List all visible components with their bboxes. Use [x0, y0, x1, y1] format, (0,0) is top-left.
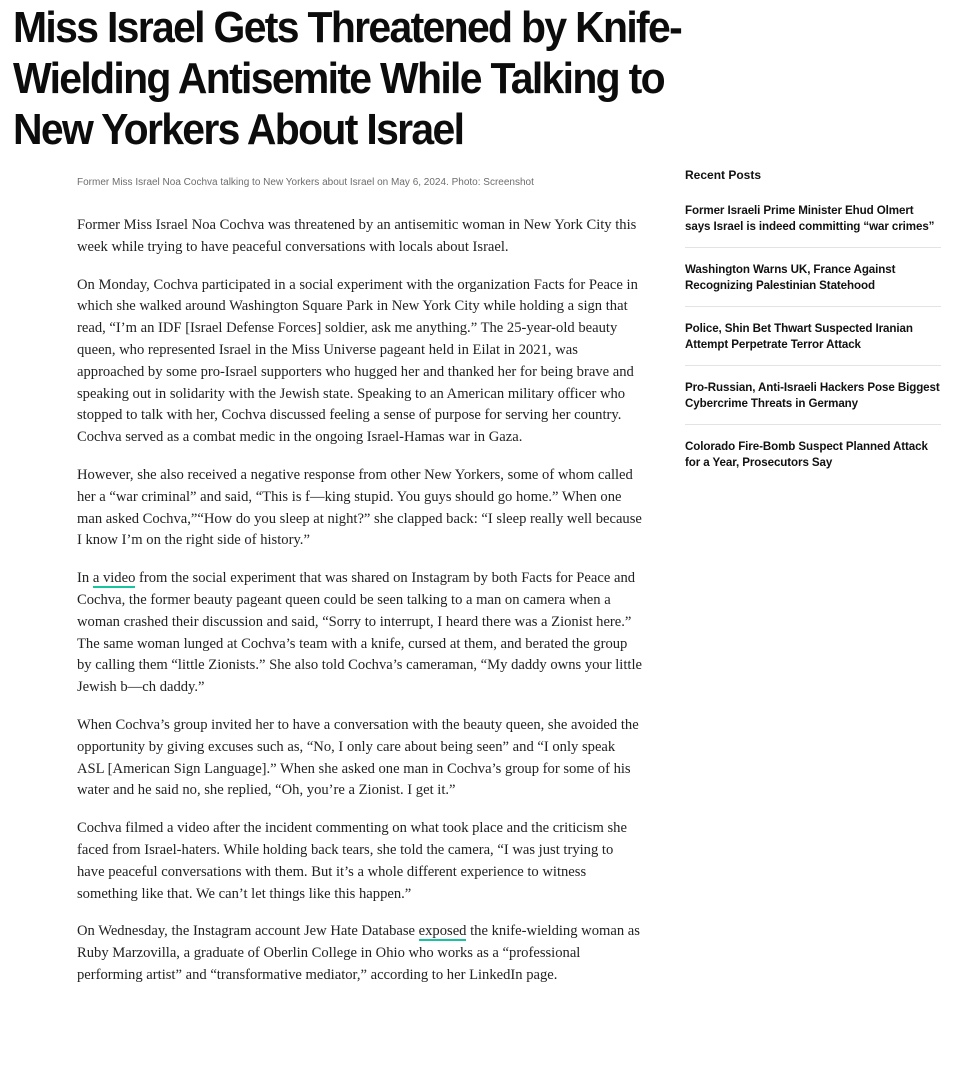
recent-post-link[interactable]: Washington Warns UK, France Against Recognizing Palestinian Statehood — [685, 262, 941, 307]
exposed-link[interactable]: exposed — [418, 923, 467, 940]
paragraph-4-text-end: from the social experiment that was shared on Instagram by both Facts for Peace and Cochva, the former beauty pageant queen could be seen talking to a man on camera when a woman crashed their discussion and said, “Sorry to interrupt, I heard there was a Zionist here.” The same woman lunged at Cochva’s team with a knife, cursed at them, and berated the group by calling them “little Zionists.” She also told Cochva’s cameraman, “My daddy owns your little Jewish b—ch daddy.” — [77, 570, 642, 696]
paragraph-7-text-start: On Wednesday, the Instagram account Jew Hate Database — [77, 923, 419, 940]
paragraph-1: Former Miss Israel Noa Cochva was threatened by an antisemitic woman in New York City this week while trying to have peaceful conversations with locals about Israel. — [77, 217, 637, 255]
paragraph-3: However, she also received a negative response from other New Yorkers, some of whom called her a “war criminal” and said, “This is f—king stupid. You guys should go home.” When one man asked Cochva,”“How do you sleep at night?” she clapped back: “I sleep really well because I know I’m on the right side of history.” — [77, 466, 642, 549]
paragraph-2: On Monday, Cochva participated in a social experiment with the organization Facts for Peace in which she walked around Washington Square Park in New York City while holding a sign that read, “I’m an IDF [Israel Defense Forces] soldier, ask me anything.” The 25-year-old beauty queen, who represented Israel in the Miss Universe pageant held in Eilat in 2021, was approached by some pro-Israel supporters who hugged her and thanked her for being brave and speaking out in solidarity with the Jewish state. Speaking to an American military officer who stopped to talk with her, Cochva discussed feeling a sense of purpose for serving her country. Cochva served as a combat medic in the ongoing Israel-Hamas war in Gaza. — [77, 276, 638, 446]
recent-post-link[interactable]: Former Israeli Prime Minister Ehud Olmert says Israel is indeed committing “war crimes” — [685, 203, 941, 248]
paragraph-6: Cochva filmed a video after the incident commenting on what took place and the criticism she faced from Israel-haters. While holding back tears, she told the camera, “I was just trying to have peaceful conversations with them. But it’s a whole different experience to witness something like that. We can’t let things like this happen.” — [77, 820, 627, 902]
paragraph-4-text-start: In — [77, 570, 93, 587]
article-body — [77, 215, 642, 1003]
paragraph-4 — [77, 568, 642, 699]
recent-posts-sidebar — [685, 168, 941, 497]
article-headline: Miss Israel Gets Threatened by Knife-Wielding Antisemite While Talking to New Yorkers About Israel — [13, 3, 682, 154]
sidebar-title: Recent Posts — [685, 168, 762, 182]
paragraph-7 — [77, 921, 642, 986]
photo-caption: Former Miss Israel Noa Cochva talking to New Yorkers about Israel on May 6, 2024. Photo: Screenshot — [77, 177, 534, 188]
paragraph-7-text-end: the knife-wielding woman as Ruby Marzovilla, a graduate of Oberlin College in Ohio who works as a “professional performing artist” and “transformative mediator,” according to her LinkedIn page. — [77, 923, 640, 983]
recent-post-link[interactable]: Police, Shin Bet Thwart Suspected Iranian Attempt Perpetrate Terror Attack — [685, 321, 941, 366]
recent-post-link[interactable]: Pro-Russian, Anti-Israeli Hackers Pose Biggest Cybercrime Threats in Germany — [685, 380, 941, 425]
video-link[interactable]: a video — [92, 570, 136, 587]
recent-post-link[interactable]: Colorado Fire-Bomb Suspect Planned Attack for a Year, Prosecutors Say — [685, 440, 928, 469]
paragraph-5: When Cochva’s group invited her to have a conversation with the beauty queen, she avoided the opportunity by giving excuses such as, “No, I only care about being seen” and “I only speak ASL [American Sign Language].” When she asked one man in Cochva’s group for some of his water and he said no, she replied, “Oh, you’re a Zionist. I get it.” — [77, 716, 639, 799]
